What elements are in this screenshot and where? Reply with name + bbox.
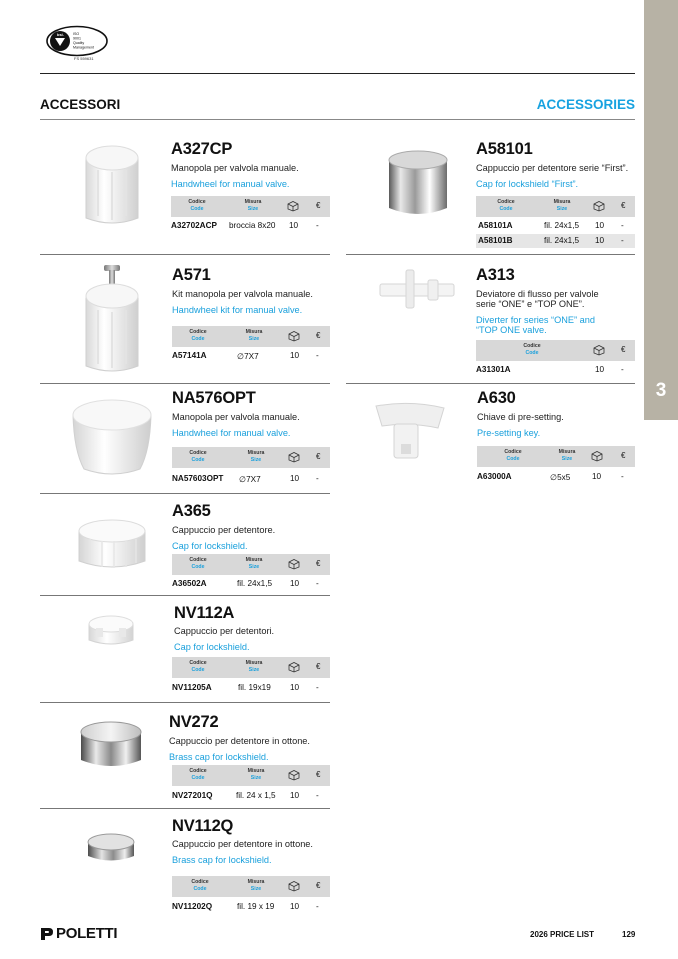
description-italian: serie “ONE” e “TOP ONE”. [476,299,585,309]
article-code: NV11205A [172,683,212,692]
article-code: A57141A [172,351,207,360]
size-label-en: Size [556,205,568,212]
code-label-en: Code [191,666,205,673]
code-label: Codice [189,660,207,666]
table-header [172,657,330,678]
description-english: Handwheel kit for manual valve. [172,305,303,315]
description-english: Pre-setting key. [477,428,541,438]
size-value: fil. 24x1,5 [544,236,580,245]
description-english: Cap for lockshield. [172,541,248,551]
price-value: - [621,221,624,230]
article-code: A63000A [477,472,512,481]
price-value: - [316,351,319,360]
brand-logo-mark [40,927,54,941]
quantity-value: 10 [289,221,299,230]
product-image-flow-diverter [376,266,458,312]
table-header [477,446,635,467]
code-label-en: Code [191,456,205,463]
table-header [172,765,330,786]
price-symbol: € [316,201,321,210]
cert-text-quality: Quality [73,41,85,45]
price-symbol: € [316,662,321,671]
cert-number: FS 559631 [74,56,94,61]
quantity-value: 10 [290,683,300,692]
table-header [476,340,635,361]
table-header [172,326,330,347]
code-label: Codice [504,449,522,455]
chapter-number: 3 [655,380,667,401]
price-symbol: € [316,881,321,890]
code-label: Codice [189,329,207,335]
size-label: Misura [245,557,263,563]
product-image-presetting-key [372,398,448,464]
table-row [172,472,330,486]
article-code: A36502A [172,579,207,588]
cert-text-iso: ISO [73,32,80,36]
size-label-en: Size [250,774,262,781]
table-row [476,234,635,248]
code-label: Codice [189,450,207,456]
description-italian: Cappuccio per detentore in ottone. [169,736,310,746]
box-icon [287,200,299,212]
size-label-en: Size [250,885,262,892]
size-value: ∅7X7 [237,352,259,361]
section-title-italian: ACCESSORI [40,97,121,112]
description-italian: Chiave di pre-setting. [477,412,564,422]
table-row [476,363,635,377]
size-label: Misura [247,450,265,456]
divider [40,595,330,596]
product-image-handwheel [76,140,148,226]
price-symbol: € [316,452,321,461]
size-value: ∅5x5 [550,473,571,482]
description-english: Handwheel for manual valve. [172,428,291,438]
description-english: Brass cap for lockshield. [169,752,269,762]
product-code-title: NV272 [169,713,219,731]
price-value: - [316,579,319,588]
divider [40,493,330,494]
section-title-english: ACCESSORIES [536,97,635,112]
description-italian: Cappuccio per detentore. [172,525,276,535]
price-value: - [316,221,319,230]
box-icon [288,558,300,570]
section-divider [40,119,635,120]
product-code-title: NV112Q [172,817,234,835]
price-value: - [316,474,319,483]
size-label: Misura [245,329,263,335]
quantity-value: 10 [595,221,605,230]
code-label-en: Code [506,455,520,462]
chapter-side-tab [644,0,678,420]
code-label-en: Code [191,563,205,570]
table-row [172,349,330,363]
size-value: fil. 24 x 1,5 [236,791,276,800]
size-label: Misura [247,768,265,774]
article-code: NA57603OPT [172,474,224,483]
description-english: Handwheel for manual valve. [171,179,290,189]
table-row [477,470,635,484]
size-label-en: Size [248,335,260,342]
box-icon [288,769,300,781]
description-italian: Kit manopola per valvola manuale. [172,289,313,299]
header-divider [40,73,635,74]
product-image-lockshield-cap [76,515,148,573]
size-label: Misura [245,660,263,666]
code-label: Codice [189,557,207,563]
code-label-en: Code [191,774,205,781]
price-symbol: € [621,345,626,354]
description-english: Cap for lockshield. [174,642,250,652]
size-label: Misura [553,199,571,205]
code-label: Codice [189,768,207,774]
table-row [171,219,330,233]
description-italian: Cappuccio per detentori. [174,626,275,636]
table-row [172,681,330,695]
price-symbol: € [621,451,626,460]
box-icon [593,344,605,356]
size-value: fil. 19 x 19 [237,902,275,911]
price-value: - [316,902,319,911]
size-value: fil. 24x1,5 [544,221,580,230]
code-label: Codice [188,199,206,205]
product-image-brass-cap [86,828,136,868]
price-symbol: € [316,559,321,568]
quantity-value: 10 [290,902,300,911]
product-image-chrome-cap [384,148,452,220]
product-code-title: A630 [477,389,516,407]
box-icon [288,661,300,673]
brand-logo-text: POLETTI [56,925,118,942]
divider [40,254,330,255]
quantity-value: 10 [595,236,605,245]
product-code-title: NA576OPT [172,389,256,407]
size-label-en: Size [250,456,262,463]
size-label: Misura [247,879,265,885]
product-code-title: A365 [172,502,211,520]
price-value: - [316,791,319,800]
product-code-title: NV112A [174,604,235,622]
code-label: Codice [497,199,515,205]
product-code-title: A58101 [476,140,533,158]
table-row [172,900,330,914]
table-row [476,219,635,233]
product-image-lockshield-cap [86,610,136,650]
product-code-title: A571 [172,266,211,284]
size-label: Misura [244,199,262,205]
article-code: A31301A [476,365,511,374]
size-value: ∅7X7 [239,475,261,484]
box-icon [288,880,300,892]
product-image-handwheel [70,393,154,477]
code-label-en: Code [191,335,205,342]
code-label-en: Code [190,205,204,212]
box-icon [288,451,300,463]
table-header [171,196,330,217]
price-value: - [621,365,624,374]
size-value: fil. 19x19 [238,683,271,692]
price-symbol: € [316,770,321,779]
quantity-value: 10 [290,579,300,588]
article-code: NV27201Q [172,791,213,800]
divider [40,702,330,703]
box-icon [288,330,300,342]
article-code: A32702ACP [171,221,217,230]
product-code-title: A313 [476,266,515,284]
description-italian: Manopola per valvola manuale. [172,412,300,422]
price-value: - [621,472,624,481]
quantity-value: 10 [290,351,300,360]
iso-certification-logo [46,25,108,57]
table-row [172,789,330,803]
page-number: 129 [622,930,636,939]
description-italian: Deviatore di flusso per valvole [476,289,599,299]
table-row [172,577,330,591]
quantity-value: 10 [595,365,605,374]
quantity-value: 10 [290,791,300,800]
code-label: Codice [523,343,541,349]
description-english: “TOP ONE valve. [476,325,547,335]
table-header [476,196,635,217]
code-label-en: Code [525,349,539,356]
divider [40,383,330,384]
description-english: Brass cap for lockshield. [172,855,272,865]
article-code: A58101B [478,236,513,245]
price-list-label: 2026 PRICE LIST [530,930,595,939]
size-label: Misura [558,449,576,455]
description-english: Diverter for series “ONE” and [476,315,595,325]
size-label-en: Size [247,205,259,212]
description-italian: Cappuccio per detentore in ottone. [172,839,313,849]
article-code: NV11202Q [172,902,213,911]
description-italian: Cappuccio per detentore serie “First”. [476,163,629,173]
description-english: Cap for lockshield “First”. [476,179,579,189]
box-icon [591,450,603,462]
description-italian: Manopola per valvola manuale. [171,163,299,173]
size-label-en: Size [561,455,573,462]
product-image-brass-cap [78,718,144,774]
cert-text-9001: 9001 [73,36,81,41]
table-header [172,876,330,897]
product-image-handwheel-kit [76,262,148,374]
code-label: Codice [191,879,209,885]
price-symbol: € [621,201,626,210]
box-icon [593,200,605,212]
svg-text:bsi.: bsi. [57,32,64,37]
product-code-title: A327CP [171,140,233,158]
divider [346,254,635,255]
quantity-value: 10 [290,474,300,483]
price-value: - [621,236,624,245]
divider [346,383,635,384]
size-value: fil. 24x1,5 [237,579,273,588]
code-label-en: Code [193,885,207,892]
quantity-value: 10 [592,472,602,481]
cert-text-management: Management [73,45,94,50]
code-label-en: Code [499,205,513,212]
table-header [172,554,330,575]
size-label-en: Size [248,666,260,673]
size-value: broccia 8x20 [229,221,276,230]
divider [40,808,330,809]
article-code: A58101A [478,221,513,230]
size-label-en: Size [248,563,260,570]
table-header [172,447,330,468]
price-symbol: € [316,331,321,340]
price-value: - [316,683,319,692]
